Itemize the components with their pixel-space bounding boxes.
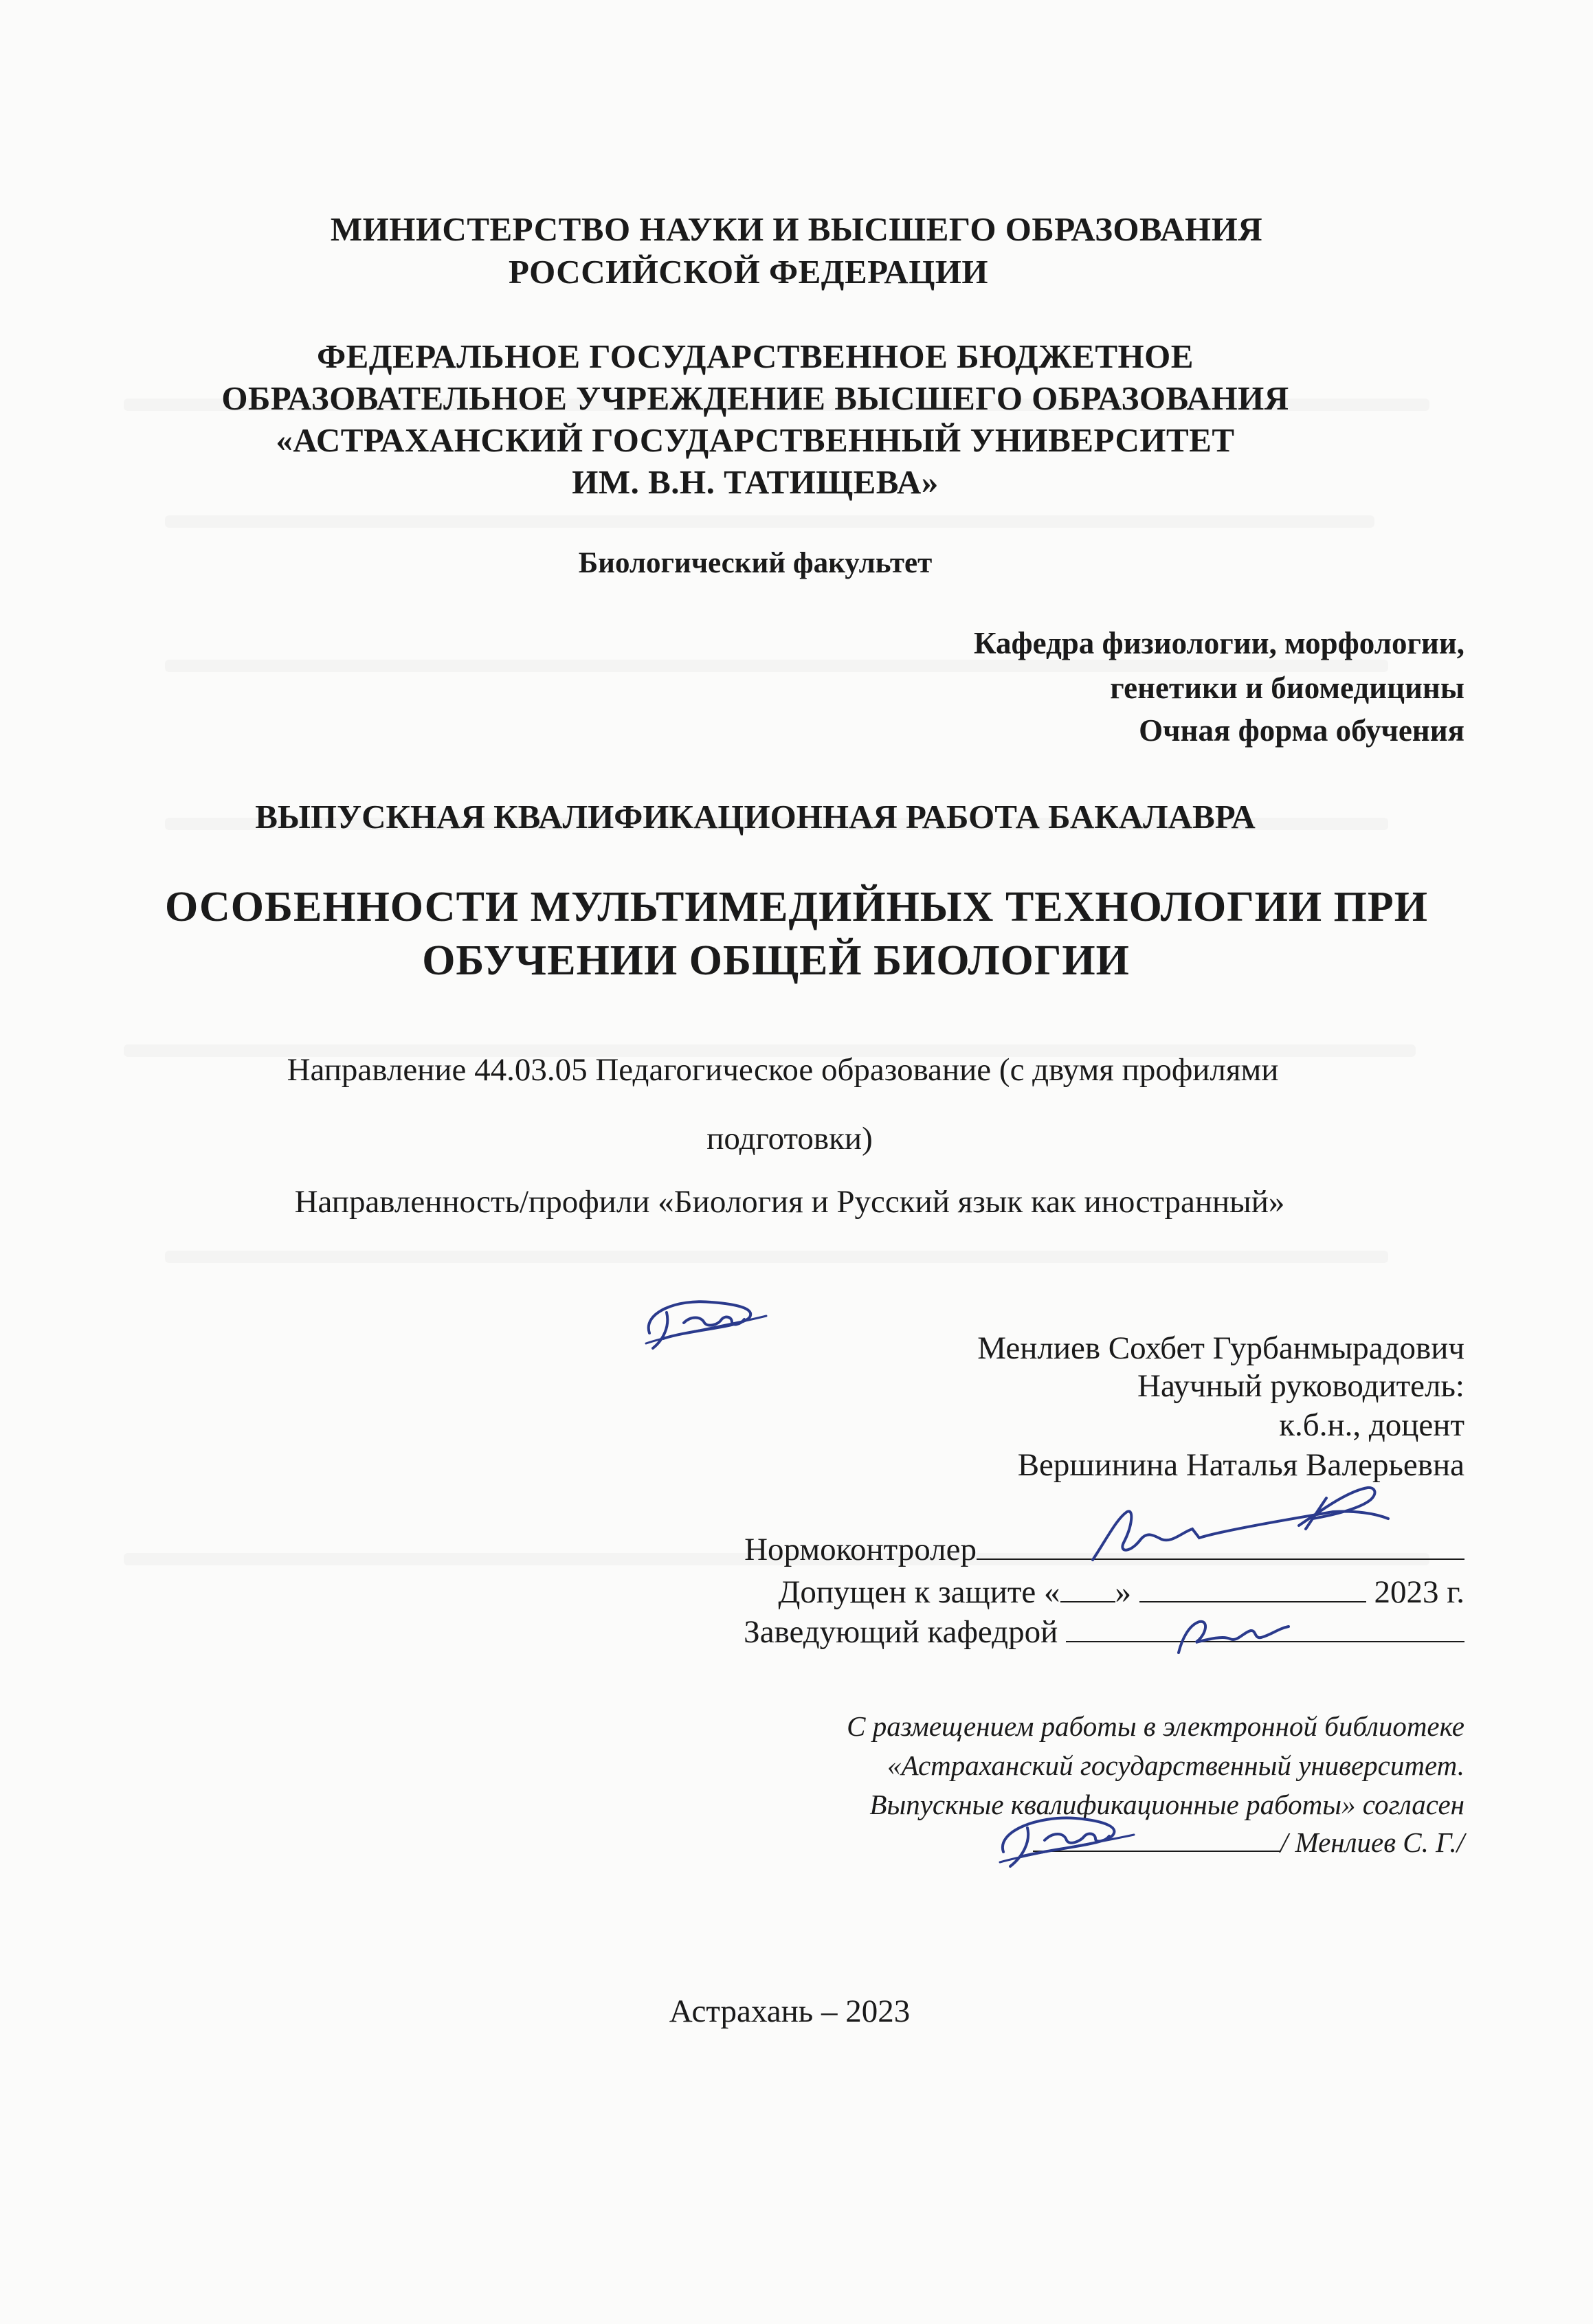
institution-line-2: ОБРАЗОВАТЕЛЬНОЕ УЧРЕЖДЕНИЕ ВЫСШЕГО ОБРАЗОВАНИЯ (221, 379, 1289, 417)
admitted-year: 2023 г. (1366, 1574, 1464, 1610)
department-line-1: Кафедра физиологии, морфологии, (973, 626, 1464, 660)
direction-line-1: Направление 44.03.05 Педагогическое образование (с двумя профилями (287, 1052, 1279, 1088)
work-type: ВЫПУСКНАЯ КВАЛИФИКАЦИОННАЯ РАБОТА БАКАЛАВРА (255, 798, 1256, 836)
consent-line-4: / Менлиев С. Г./ (1280, 1826, 1464, 1858)
department-line-2: генетики и биомедицины (1110, 671, 1464, 705)
institution-line-3: «АСТРАХАНСКИЙ ГОСУДАРСТВЕННЫЙ УНИВЕРСИТЕТ (276, 421, 1235, 459)
head-signature-line (1066, 1615, 1464, 1642)
consent-line-1: С размещением работы в электронной библиотеке (847, 1710, 1464, 1742)
supervisor-degree: к.б.н., доцент (1279, 1407, 1464, 1443)
admitted-month-line (1139, 1575, 1366, 1602)
work-title-line-1: ОСОБЕННОСТИ МУЛЬТИМЕДИЙНЫХ ТЕХНОЛОГИИ ПРИ (165, 884, 1428, 930)
admitted-mid: » (1115, 1574, 1132, 1610)
profile: Направленность/профили «Биология и Русский язык как иностранный» (294, 1184, 1285, 1220)
author-signature (636, 1285, 773, 1361)
supervisor-signature (1292, 1477, 1395, 1539)
consent-line-2: «Астраханский государственный университет. (887, 1750, 1464, 1781)
supervisor-label: Научный руководитель: (1137, 1368, 1464, 1404)
author-name: Менлиев Сохбет Гурбанмырадович (977, 1330, 1464, 1366)
admitted-day-line (1060, 1575, 1115, 1602)
normcontrol-label: Нормоконтролер (744, 1532, 977, 1567)
head-row (744, 1613, 1464, 1651)
admitted-label: Допущен к защите « (778, 1574, 1060, 1610)
study-form: Очная форма обучения (1139, 713, 1464, 748)
city-year: Астрахань – 2023 (669, 1993, 911, 2029)
ministry-line-2: РОССИЙСКОЙ ФЕДЕРАЦИИ (508, 253, 989, 291)
normcontrol-row (744, 1531, 1464, 1568)
supervisor-name: Вершинина Наталья Валерьевна (1017, 1447, 1464, 1483)
institution-line-1: ФЕДЕРАЛЬНОЕ ГОСУДАРСТВЕННОЕ БЮДЖЕТНОЕ (317, 337, 1194, 375)
work-title-line-2: ОБУЧЕНИИ ОБЩЕЙ БИОЛОГИИ (422, 937, 1130, 984)
consent-signature-line (1033, 1827, 1280, 1852)
faculty: Биологический факультет (578, 547, 933, 579)
institution-line-4: ИМ. В.Н. ТАТИЩЕВА» (572, 463, 939, 501)
direction-line-2: подготовки) (706, 1121, 873, 1157)
normcontrol-signature-line (977, 1532, 1464, 1560)
head-label: Заведующий кафедрой (744, 1614, 1066, 1650)
ministry-line-1: МИНИСТЕРСТВО НАУКИ И ВЫСШЕГО ОБРАЗОВАНИЯ (330, 210, 1263, 248)
consent-line-3: Выпускные квалификационные работы» согласен (869, 1789, 1464, 1820)
admitted-row (778, 1574, 1464, 1611)
consent-signature-row (1033, 1826, 1464, 1859)
